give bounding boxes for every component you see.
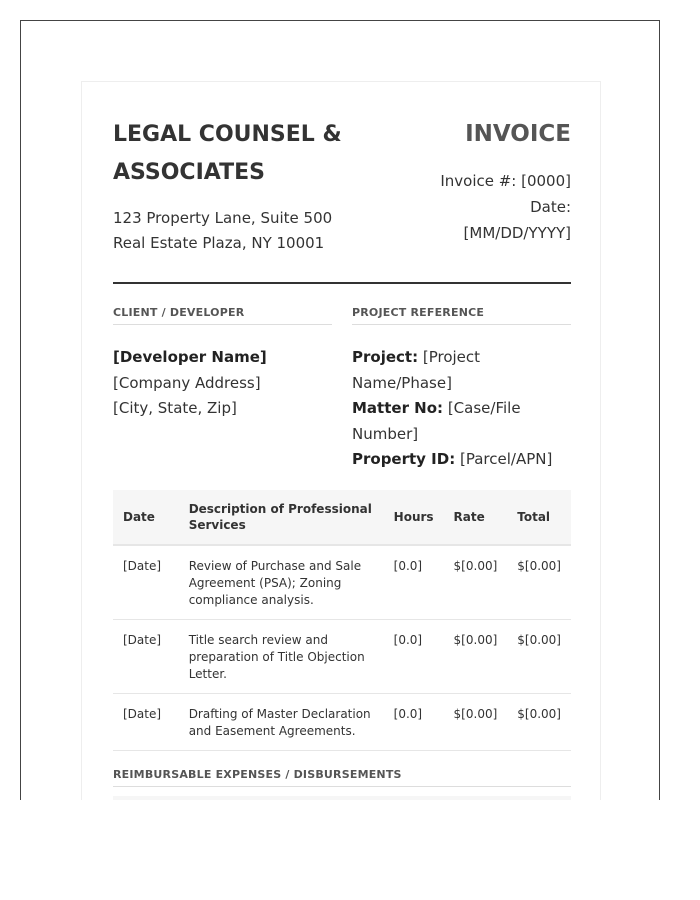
row-description: Title search review and preparation of Title Objection Letter. xyxy=(179,620,384,694)
row-hours: [0.0] xyxy=(384,694,444,751)
table-row xyxy=(113,620,571,694)
client-company-address: [Company Address] xyxy=(113,373,261,392)
property-line: Property ID: [Parcel/APN] xyxy=(352,450,553,468)
client-details xyxy=(113,345,332,422)
firm-address-line1: 123 Property Lane, Suite 500 xyxy=(113,209,333,227)
header-date: Date xyxy=(113,490,179,545)
table-row xyxy=(113,694,571,751)
invoice-page xyxy=(81,81,601,800)
client-section-label: CLIENT / DEVELOPER xyxy=(113,306,332,325)
header-hours: Hours xyxy=(384,490,444,545)
row-rate: $[0.00] xyxy=(444,545,508,620)
row-description: Drafting of Master Declaration and Easement Agreements. xyxy=(179,694,384,751)
row-date: [Date] xyxy=(113,620,179,694)
row-hours: [0.0] xyxy=(384,620,444,694)
firm-address xyxy=(113,206,332,256)
table-row xyxy=(113,545,571,620)
firm-name: LEGAL COUNSEL & ASSOCIATES xyxy=(113,122,342,185)
row-date: [Date] xyxy=(113,694,179,751)
row-description: Review of Purchase and Sale Agreement (PSA); Zoning compliance analysis. xyxy=(179,545,384,620)
project-details xyxy=(352,345,571,473)
project-line: Project: [Project Name/Phase] xyxy=(352,348,481,392)
header-divider xyxy=(113,282,571,284)
services-table xyxy=(113,490,571,751)
row-hours: [0.0] xyxy=(384,545,444,620)
firm-address-line2: Real Estate Plaza, NY 10001 xyxy=(113,234,325,252)
row-rate: $[0.00] xyxy=(444,620,508,694)
row-total: $[0.00] xyxy=(507,694,571,751)
row-rate: $[0.00] xyxy=(444,694,508,751)
expenses-table-header xyxy=(113,796,571,800)
project-section xyxy=(352,306,571,473)
project-section-label: PROJECT REFERENCE xyxy=(352,306,571,325)
invoice-title: INVOICE xyxy=(465,121,571,147)
header-description: Description of Professional Services xyxy=(179,490,384,545)
client-section xyxy=(113,306,332,422)
invoice-number: Invoice #: [0000] xyxy=(440,172,571,190)
invoice-date-label: Date: xyxy=(530,198,571,216)
invoice-date-value: [MM/DD/YYYY] xyxy=(463,224,571,242)
row-total: $[0.00] xyxy=(507,545,571,620)
header-total: Total xyxy=(507,490,571,545)
client-city-state-zip: [City, State, Zip] xyxy=(113,399,237,417)
row-date: [Date] xyxy=(113,545,179,620)
document-frame xyxy=(20,20,660,800)
services-header-row xyxy=(113,490,571,545)
row-total: $[0.00] xyxy=(507,620,571,694)
client-name: [Developer Name] xyxy=(113,348,267,366)
header-rate: Rate xyxy=(444,490,508,545)
invoice-meta xyxy=(411,168,571,246)
expenses-section-label: REIMBURSABLE EXPENSES / DISBURSEMENTS xyxy=(113,768,571,787)
matter-line: Matter No: [Case/File Number] xyxy=(352,399,521,443)
